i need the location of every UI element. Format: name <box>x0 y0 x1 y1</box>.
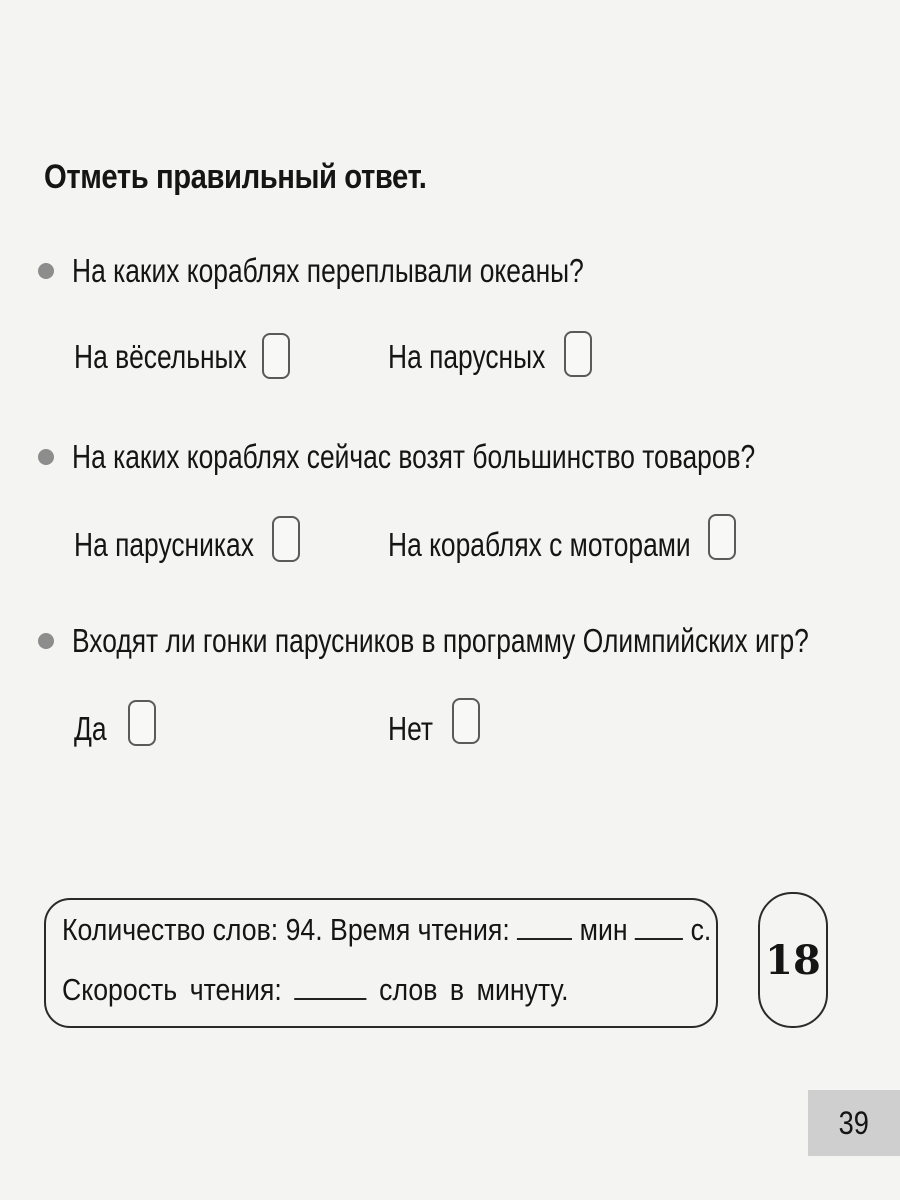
answer-2-1[interactable] <box>74 526 299 564</box>
checkbox-3-1[interactable] <box>128 700 156 746</box>
speed-label: Скорость чтения: <box>62 972 282 1007</box>
checkbox-1-1[interactable] <box>262 333 290 379</box>
question-3-text: Входят ли гонки парусников в программу Олимпийских игр? <box>72 622 809 659</box>
checkbox-1-2[interactable] <box>564 331 592 377</box>
bullet-icon <box>38 263 54 279</box>
bullet-icon <box>38 633 54 649</box>
reading-speed-line <box>62 972 569 1008</box>
answer-3-2[interactable] <box>388 710 444 748</box>
page-number-text: 39 <box>838 1104 870 1141</box>
minutes-unit: мин <box>579 912 628 947</box>
question-2 <box>38 438 900 476</box>
seconds-blank[interactable] <box>635 912 683 940</box>
page-heading: Отметь правильный ответ. <box>44 158 427 196</box>
checkbox-2-2[interactable] <box>708 514 736 560</box>
answer-2-2-label: На кораблях с моторами <box>388 526 691 563</box>
answer-3-1-label: Да <box>74 710 107 747</box>
reading-time-label: Время чтения: <box>330 912 510 947</box>
page-number <box>808 1090 900 1156</box>
seconds-unit: с. <box>690 912 712 947</box>
question-1 <box>38 252 712 290</box>
answer-1-1[interactable] <box>74 338 290 376</box>
checkbox-2-1[interactable] <box>272 516 300 562</box>
question-2-text: На каких кораблях сейчас возят большинство товаров? <box>72 438 756 475</box>
question-3 <box>38 622 900 660</box>
checkbox-3-2[interactable] <box>452 698 480 744</box>
reading-stats-box <box>44 898 718 1028</box>
text-number-badge: 18 <box>758 892 828 1028</box>
reading-time-line <box>62 912 711 948</box>
bullet-icon <box>38 449 54 465</box>
answer-1-1-label: На вёсельных <box>74 338 247 375</box>
speed-unit: слов в минуту. <box>379 972 569 1007</box>
question-1-text: На каких кораблях переплывали океаны? <box>72 252 584 289</box>
answer-2-1-label: На парусниках <box>74 526 254 563</box>
answer-3-1[interactable] <box>74 710 115 748</box>
answer-3-2-label: Нет <box>388 710 433 747</box>
word-count-label: Количество слов: 94. <box>62 912 323 947</box>
speed-blank[interactable] <box>294 972 366 1000</box>
answer-1-2[interactable] <box>388 338 585 376</box>
answer-1-2-label: На парусных <box>388 338 546 375</box>
minutes-blank[interactable] <box>517 912 572 940</box>
